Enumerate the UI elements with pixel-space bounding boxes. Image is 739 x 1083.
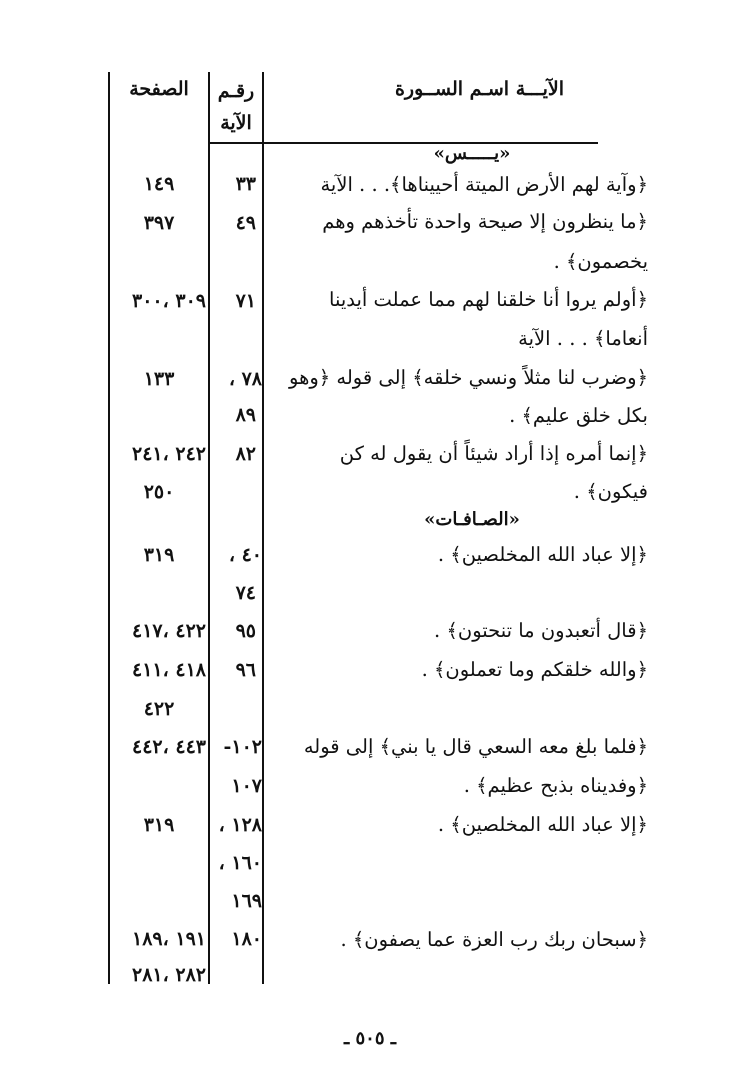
ayah-number: ١٠٢- [223,736,262,758]
ayah-text: ﴿أولم يروا أنا خلقنا لهم مما عملت أيدينا [329,288,648,311]
ayah-text: بكل خلق عليم﴾ . [509,404,648,427]
ayah-text: ﴿قال أتعبدون ما تنحتون﴾ . [434,619,648,642]
ayah-text: ﴿إلا عباد الله المخلصين﴾ . [437,813,648,836]
page-reference: ١٣٣ [143,368,175,390]
ayah-text: فيكون﴾ . [573,480,648,503]
section-title: «يـــــس» [433,143,511,164]
ayah-text: ﴿إلا عباد الله المخلصين﴾ . [437,543,648,566]
column-divider-page-number [208,72,210,984]
page-reference: ٢٤٢ ،٢٤١ [132,443,206,465]
page-reference: ٤١٨ ،٤١١ [132,659,206,681]
section-title: «الصـافـات» [424,509,520,530]
ayah-number: ٨٢ [235,443,256,465]
page-reference: ٣٠٩ ،٣٠٠ [132,290,206,312]
ayah-number: ٧١ [235,290,256,312]
ayah-number: ١٠٧ [231,775,262,797]
header-page: الصفحة [129,78,189,100]
ayah-number: ٧٨ ، [228,368,262,390]
page-number: ـ ٥٠٥ ـ [343,1028,397,1049]
ayah-number: ١٦٩ [231,890,262,912]
page-reference: ١٩١ ،١٨٩ [132,928,206,950]
ayah-text: ﴿فلما بلغ معه السعي قال يا بني﴾ إلى قوله [303,735,648,758]
ayah-number: ١٦٠ ، [218,852,262,874]
ayah-number: ٣٣ [235,173,256,195]
ayah-text: ﴿والله خلقكم وما تعملون﴾ . [421,658,648,681]
ayah-number: ٧٤ [235,582,256,604]
ayah-text: ﴿ما ينظرون إلا صيحة واحدة تأخذهم وهم [322,210,648,233]
ayah-text: ﴿وآية لهم الأرض الميتة أحييناها﴾. . . الآية [320,173,648,196]
ayah-text: أنعاما﴾ . . . الآية [518,327,648,350]
page-reference: ٤٢٢ [143,698,175,720]
page-reference: ٣١٩ [143,814,175,836]
ayah-number: ٤٠ ، [228,544,262,566]
ayah-number: ٤٩ [235,212,256,234]
ayah-text: ﴿وفديناه بذبح عظيم﴾ . [463,774,648,797]
ayah-text: ﴿وضرب لنا مثلاً ونسي خلقه﴾ إلى قوله ﴿وهو [289,366,648,389]
header-ayah-surah: الآيـــة اسـم الســورة [394,78,564,100]
header-ayah-number-line1: رقـم [217,80,255,102]
ayah-number: ٩٦ [235,659,256,681]
page-reference: ٤٤٣ ،٤٤٢ [132,736,206,758]
ayah-number: ١٨٠ [231,928,262,950]
page-reference: ٢٥٠ [143,481,175,503]
ayah-text: ﴿سبحان ربك رب العزة عما يصفون﴾ . [340,928,648,951]
header-ayah-number-line2: الآية [220,112,252,134]
page-reference: ٢٨٢ ،٢٨١ [132,964,206,986]
page-reference: ٤٢٢ ،٤١٧ [132,620,206,642]
ayah-text: يخصمون﴾ . [553,250,648,273]
page-reference: ١٤٩ [143,173,175,195]
page-reference: ٣١٩ [143,544,175,566]
ayah-number: ٩٥ [235,620,256,642]
page-reference: ٣٩٧ [143,212,175,234]
ayah-text: ﴿إنما أمره إذا أراد شيئاً أن يقول له كن [339,442,648,465]
ayah-number: ٨٩ [235,404,256,426]
table-left-border [108,72,110,984]
ayah-number: ١٢٨ ، [218,814,262,836]
